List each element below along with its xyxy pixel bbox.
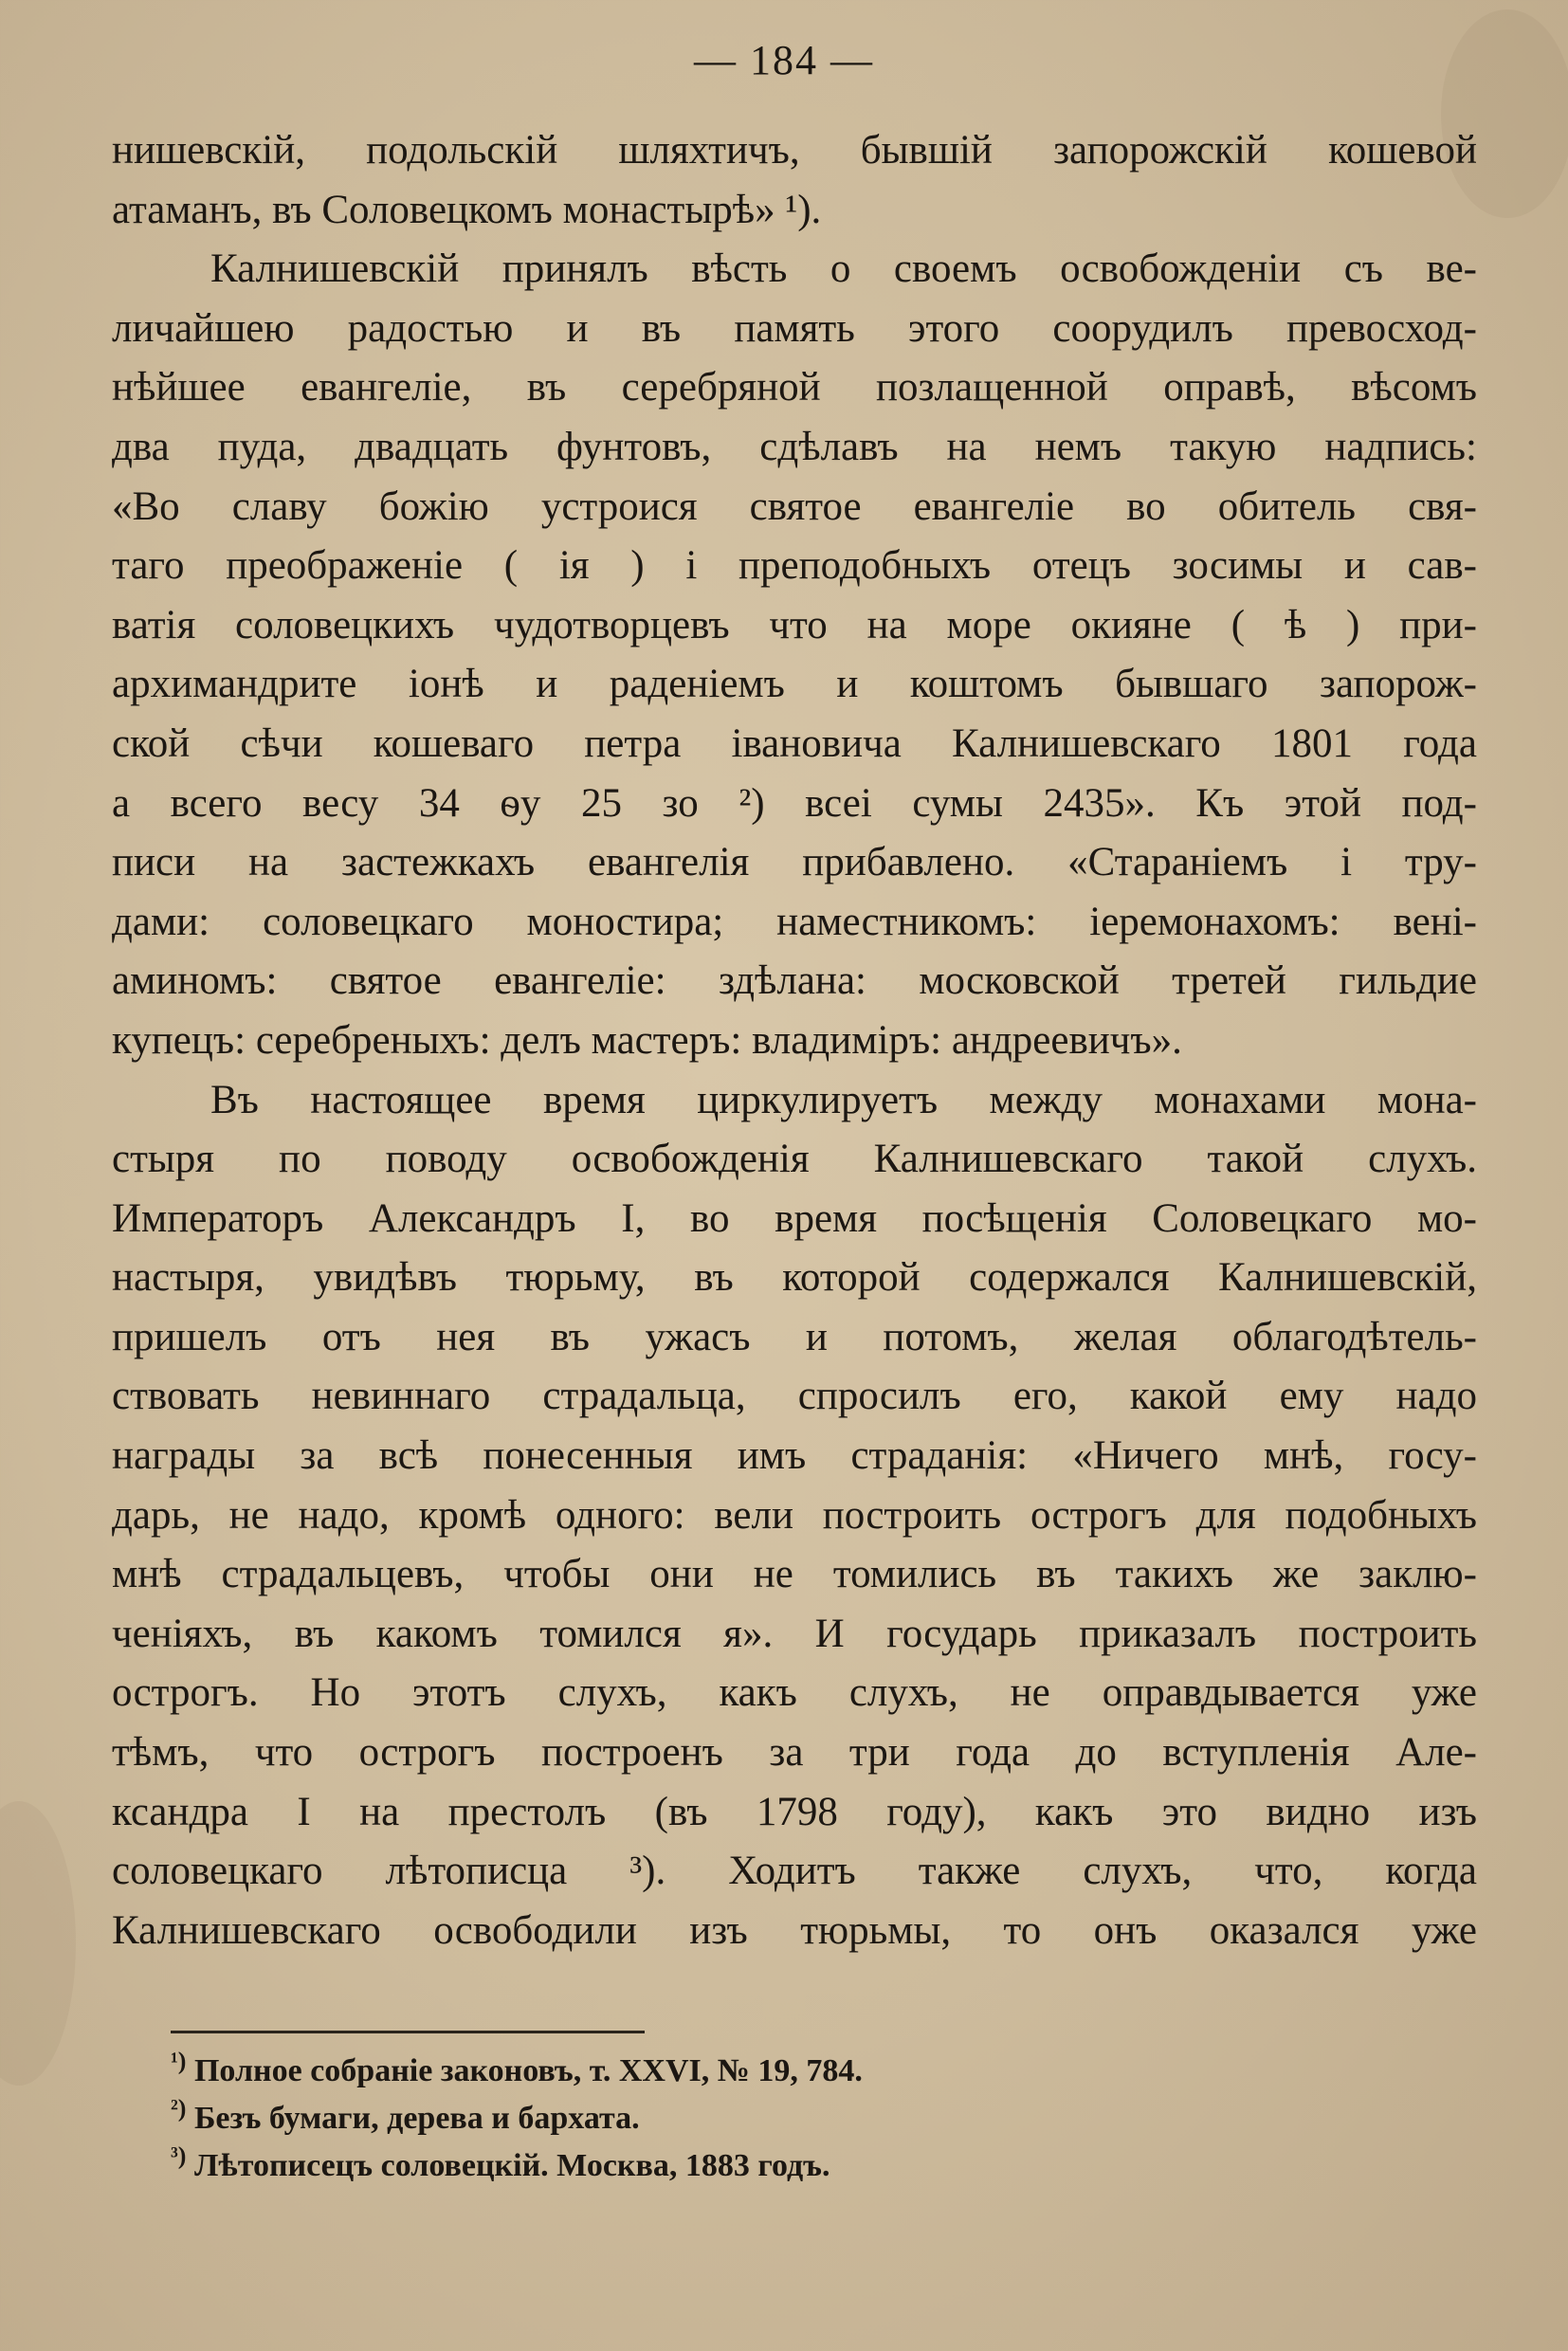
text-line: ченіяхъ, въ какомъ томился я». И государь приказалъ построить xyxy=(112,1611,1477,1656)
text-line: мнѣ страдальцевъ, чтобы они не томились въ такихъ же заклю- xyxy=(112,1552,1477,1597)
text-line: архимандрите іонѣ и раденіемъ и коштомъ бывшаго запорож- xyxy=(112,662,1477,707)
text-line: дарь, не надо, кромѣ одного: вели построить острогъ для подобныхъ xyxy=(112,1492,1477,1538)
text-line: Въ настоящее время циркулируетъ между монахами мона- xyxy=(210,1077,1477,1122)
text-line: дами: соловецкаго моностира; наместникомъ: іеремонахомъ: вені- xyxy=(112,899,1477,944)
text-line: таго преображеніе ( ія ) і преподобныхъ отецъ зосимы и сав- xyxy=(112,543,1477,589)
text-line: личайшею радостью и въ память этого соорудилъ превосход- xyxy=(112,305,1477,351)
page-number: — 184 — xyxy=(694,37,874,83)
footnote-mark: ¹) xyxy=(171,2047,187,2075)
footnote xyxy=(171,2095,1403,2142)
text-line: купецъ: серебреныхъ: делъ мастеръ: владиміръ: андреевичъ». xyxy=(112,1017,1182,1063)
footnote-mark: ²) xyxy=(171,2094,187,2123)
text-line: стыря по поводу освобожденія Калнишевскаго такой слухъ. xyxy=(112,1137,1477,1182)
text-line: а всего весу 34 ѳу 25 зо ²) всеі сумы 2435». Къ этой под- xyxy=(112,780,1477,826)
text-line: ствовать невиннаго страдальца, спросилъ его, какой ему надо xyxy=(112,1374,1477,1419)
text-line: ксандра I на престолъ (въ 1798 году), какъ это видно изъ xyxy=(112,1789,1477,1834)
text-line: ватія соловецкихъ чудотворцевъ что на море окияне ( ѣ ) при- xyxy=(112,602,1477,647)
paper-stain xyxy=(0,1801,76,2086)
footnote-mark: ³) xyxy=(171,2141,187,2170)
body-text xyxy=(112,121,1477,1960)
footnote-text: Безъ бумаги, дерева и бархата. xyxy=(193,2101,640,2136)
text-line: соловецкаго лѣтописца ³). Ходитъ также слухъ, что, когда xyxy=(112,1849,1477,1894)
text-line: тѣмъ, что острогъ построенъ за три года до вступленія Але- xyxy=(112,1730,1477,1776)
text-line: атаманъ, въ Соловецкомъ монастырѣ» ¹). xyxy=(112,187,822,232)
text-line: Калнишевскаго освободили изъ тюрьмы, то онъ оказался уже xyxy=(112,1907,1477,1953)
text-line: аминомъ: святое евангеліе: здѣлана: московской третей гильдие xyxy=(112,958,1477,1004)
footnotes xyxy=(171,2048,1403,2190)
text-line: два пуда, двадцать фунтовъ, сдѣлавъ на немъ такую надпись: xyxy=(112,424,1477,469)
footnote xyxy=(171,2048,1403,2095)
footnote xyxy=(171,2142,1403,2190)
text-line: ской сѣчи кошеваго петра івановича Калнишевскаго 1801 года xyxy=(112,720,1477,766)
footnote-divider xyxy=(171,2031,645,2033)
text-line: Калнишевскій принялъ вѣсть о своемъ освобожденіи съ ве- xyxy=(210,246,1477,292)
text-line: нишевскій, подольскій шляхтичъ, бывшій запорожскій кошевой xyxy=(112,128,1477,173)
text-line: пришелъ отъ нея въ ужасъ и потомъ, желая облагодѣтель- xyxy=(112,1314,1477,1359)
text-line: острогъ. Но этотъ слухъ, какъ слухъ, не оправдывается уже xyxy=(112,1670,1477,1716)
text-line: «Во славу божію устроися святое евангеліе во обитель свя- xyxy=(112,483,1477,529)
text-line: писи на застежкахъ евангелія прибавлено. «Стараніемъ і тру- xyxy=(112,840,1477,885)
footnote-text: Лѣтописецъ соловецкій. Москва, 1883 годъ. xyxy=(193,2148,830,2183)
text-line: награды за всѣ понесенныя имъ страданія: «Ничего мнѣ, госу- xyxy=(112,1433,1477,1479)
footnote-text: Полное собраніе законовъ, т. XXVI, № 19, 784. xyxy=(193,2053,863,2088)
text-line: нѣйшее евангеліе, въ серебряной позлащенной оправѣ, вѣсомъ xyxy=(112,365,1477,410)
text-line: Императоръ Александръ I, во время посѣщенія Соловецкаго мо- xyxy=(112,1195,1477,1241)
text-line: настыря, увидѣвъ тюрьму, въ которой содержался Калнишевскій, xyxy=(112,1255,1477,1301)
